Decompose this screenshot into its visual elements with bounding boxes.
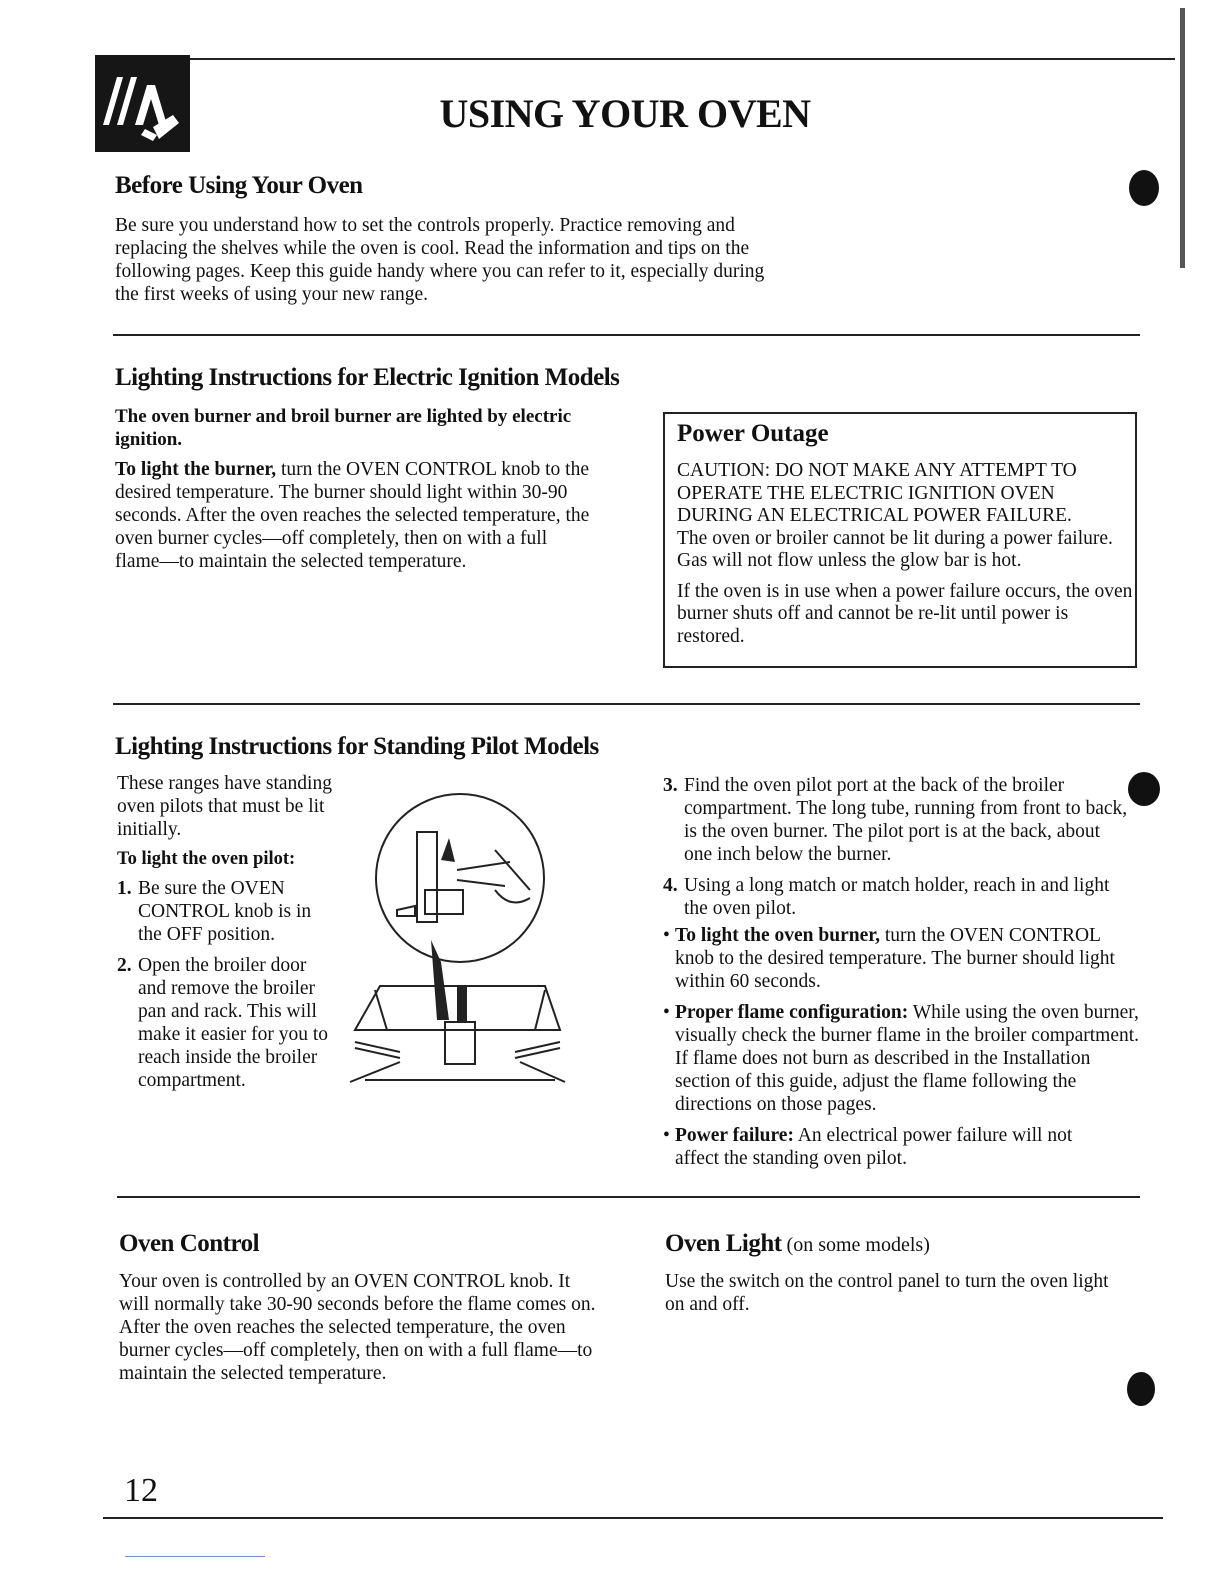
bullet-dot: • — [663, 1125, 670, 1146]
header-top-rule — [95, 58, 1175, 60]
step-text: Using a long match or match holder, reach in and light the oven pilot. — [684, 875, 1110, 919]
bullet-label: Proper flame configuration: — [675, 1002, 909, 1023]
pilot-step-3 — [663, 774, 1133, 866]
oven-light-heading: Oven Light — [665, 1230, 782, 1257]
bullet-power-failure — [663, 1124, 1095, 1170]
pilot-steps-left — [117, 877, 332, 1092]
oven-control-heading: Oven Control — [119, 1230, 260, 1257]
punch-hole-mark — [1128, 772, 1160, 806]
pilot-steps-right — [663, 774, 1133, 920]
bullet-light-burner — [663, 924, 1143, 993]
section-divider — [113, 703, 1140, 705]
section-divider — [113, 334, 1140, 336]
bullet-dot: • — [663, 1002, 670, 1023]
to-light-pilot-label: To light the oven pilot: — [117, 849, 296, 869]
before-using-body: Be sure you understand how to set the controls properly. Practice removing and replacing the shelves while the oven is cool. Read the information and tips on the following pages. Keep this guide handy where you can refer to it, especially during the first weeks of using your new range. — [115, 215, 765, 305]
bullet-label: Power failure: — [675, 1125, 794, 1146]
pilot-step-1 — [117, 877, 332, 946]
standing-pilot-intro: These ranges have standing oven pilots that must be lit initially. — [117, 773, 332, 840]
oven-light-heading-row — [665, 1230, 930, 1258]
electric-ignition-instructions — [115, 458, 595, 573]
step-number: 1. — [117, 878, 132, 899]
before-using-heading: Before Using Your Oven — [115, 172, 363, 199]
oven-pilot-illustration — [345, 790, 570, 1095]
oven-light-body: Use the switch on the control panel to turn the oven light on and off. — [665, 1271, 1109, 1315]
light-burner-label: To light the burner, — [115, 459, 277, 480]
standing-pilot-heading: Lighting Instructions for Standing Pilot Models — [115, 733, 599, 760]
power-outage-box — [663, 412, 1137, 668]
binding-edge-mark — [1180, 8, 1185, 268]
power-outage-line2: If the oven is in use when a power failure occurs, the oven burner shuts off and cannot be re-lit until power is restored. — [677, 580, 1133, 647]
power-outage-line1: The oven or broiler cannot be lit during a power failure. Gas will not flow unless the glow bar is hot. — [677, 527, 1113, 571]
pilot-step-4 — [663, 874, 1133, 920]
step-text: Open the broiler door and remove the broiler pan and rack. This will make it easier for you to reach inside the broiler compartment. — [138, 955, 329, 1091]
electric-ignition-intro: The oven burner and broil burner are lighted by electric ignition. — [115, 406, 572, 450]
step-text: Find the oven pilot port at the back of the broiler compartment. The long tube, running from front to back, is the oven burner. The pilot port is at the back, about one inch below the burner. — [684, 775, 1128, 865]
punch-hole-mark — [1127, 1372, 1155, 1406]
power-outage-body — [677, 460, 1135, 648]
oven-control-body: Your oven is controlled by an OVEN CONTROL knob. It will normally take 30-90 seconds before the flame comes on. After the oven reaches the selected temperature, the oven burner cycles—off completely, then on with a full flame—to maintain the selected temperature. — [119, 1271, 596, 1384]
bullet-text: An electrical power failure will not affect the standing oven pilot. — [675, 1125, 1073, 1169]
footer-rule — [103, 1517, 1163, 1519]
step-number: 2. — [117, 955, 132, 976]
footer-faint-line — [125, 1556, 265, 1557]
bullet-text: turn the OVEN CONTROL knob to the desired temperature. The burner should light within 60 seconds. — [675, 925, 1115, 992]
step-number: 3. — [663, 775, 678, 796]
bullet-flame-configuration — [663, 1001, 1143, 1116]
power-outage-heading: Power Outage — [677, 420, 829, 447]
step-text: Be sure the OVEN CONTROL knob is in the OFF position. — [138, 878, 312, 945]
bullet-dot: • — [663, 925, 670, 946]
electric-ignition-heading: Lighting Instructions for Electric Ignition Models — [115, 364, 620, 391]
bullet-text: While using the oven burner, visually check the burner flame in the broiler compartment. If flame does not burn as described in the Installation section of this guide, adjust the flame following the directions on those pages. — [675, 1002, 1140, 1115]
bullet-label: To light the oven burner, — [675, 925, 880, 946]
appliance-logo-icon — [95, 55, 190, 152]
oven-light-note: (on some models) — [781, 1234, 930, 1256]
light-burner-text: turn the OVEN CONTROL knob to the desired temperature. The burner should light within 30-90 seconds. After the oven reaches the selected temperature, the oven burner cycles—off completely, then on with a full flame—to maintain the selected temperature. — [115, 459, 590, 572]
page-number: 12 — [124, 1472, 158, 1509]
page-title: USING YOUR OVEN — [439, 91, 811, 136]
pilot-bullets — [663, 924, 1143, 1170]
pilot-step-2 — [117, 954, 332, 1092]
power-outage-caution: CAUTION: DO NOT MAKE ANY ATTEMPT TO OPERATE THE ELECTRIC IGNITION OVEN DURING AN ELECTRICAL POWER FAILURE. — [677, 460, 1077, 526]
step-number: 4. — [663, 875, 678, 896]
punch-hole-mark — [1129, 170, 1159, 206]
section-divider — [117, 1196, 1140, 1198]
